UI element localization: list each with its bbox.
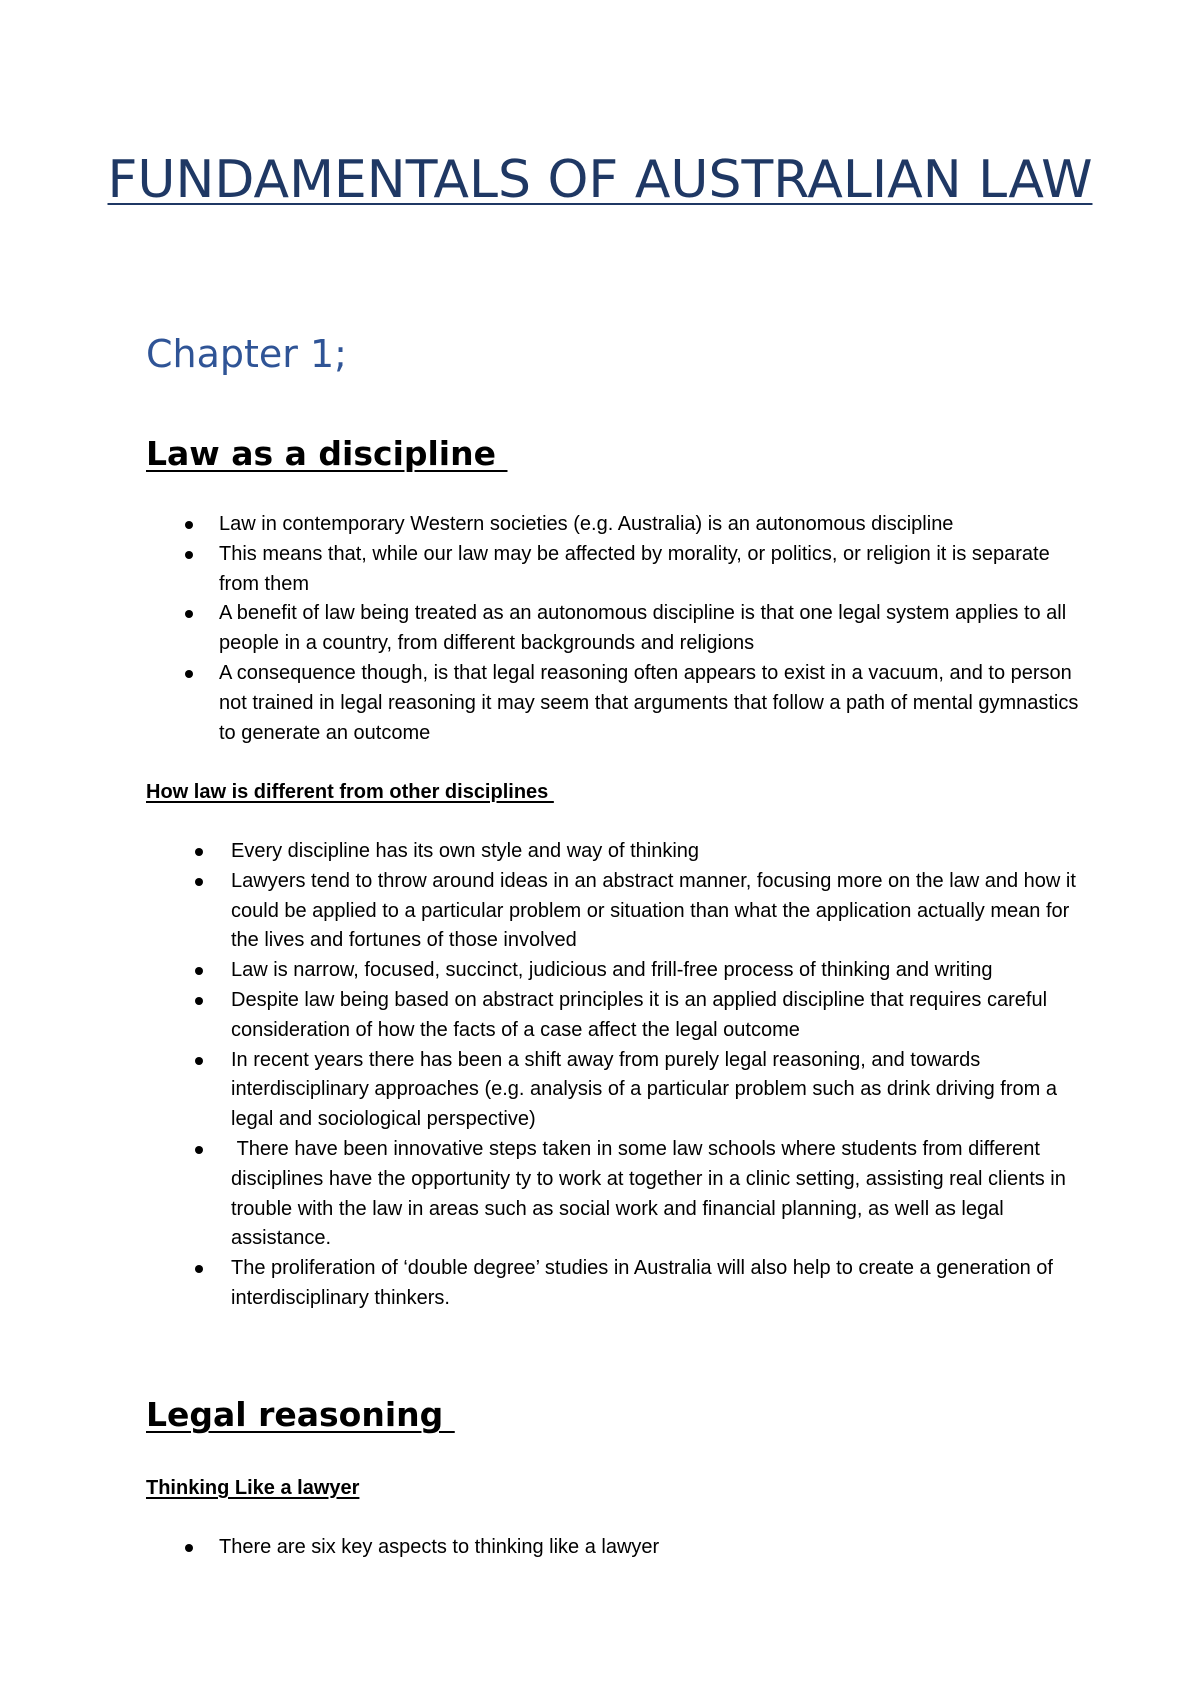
law-as-discipline-list xyxy=(219,510,1079,748)
list-item: Despite law being based on abstract principles it is an applied discipline that requires careful consideration of how the facts of a case affect the legal outcome xyxy=(231,986,1081,1046)
how-law-is-different-list xyxy=(231,837,1081,1314)
bullet-icon xyxy=(195,837,205,867)
bullet-icon xyxy=(185,659,195,689)
list-item: In recent years there has been a shift away from purely legal reasoning, and towards interdisciplinary approaches (e.g. analysis of a particular problem such as drink driving from a legal and sociological perspective) xyxy=(231,1046,1081,1135)
bullet-icon xyxy=(185,599,195,629)
thinking-like-a-lawyer-list xyxy=(219,1533,1079,1563)
bullet-icon xyxy=(195,1135,205,1165)
subheading-thinking-like-a-lawyer: Thinking Like a lawyer xyxy=(146,1477,360,1499)
list-item: Lawyers tend to throw around ideas in an abstract manner, focusing more on the law and how it could be applied to a particular problem or situation than what the application actually mean for the lives and fortunes of those involved xyxy=(231,867,1081,956)
list-item: The proliferation of ‘double degree’ studies in Australia will also help to create a generation of interdisciplinary thinkers. xyxy=(231,1254,1081,1314)
list-item: This means that, while our law may be affected by morality, or politics, or religion it is separate from them xyxy=(219,540,1079,600)
bullet-icon xyxy=(195,1254,205,1284)
bullet-icon xyxy=(195,956,205,986)
list-item: A consequence though, is that legal reasoning often appears to exist in a vacuum, and to person not trained in legal reasoning it may seem that arguments that follow a path of mental gymnastics to generate an outcome xyxy=(219,659,1079,748)
bullet-icon xyxy=(185,540,195,570)
list-item: Every discipline has its own style and way of thinking xyxy=(231,837,1081,867)
document-title: FUNDAMENTALS OF AUSTRALIAN LAW xyxy=(107,150,1093,210)
bullet-icon xyxy=(195,986,205,1016)
list-item: A benefit of law being treated as an autonomous discipline is that one legal system applies to all people in a country, from different backgrounds and religions xyxy=(219,599,1079,659)
bullet-icon xyxy=(195,867,205,897)
subheading-how-law-is-different: How law is different from other disciplines xyxy=(146,781,554,803)
list-item: Law in contemporary Western societies (e.g. Australia) is an autonomous discipline xyxy=(219,510,1079,540)
list-item: There are six key aspects to thinking like a lawyer xyxy=(219,1533,1079,1563)
list-item: There have been innovative steps taken in some law schools where students from different disciplines have the opportunity ty to work at together in a clinic setting, assisting real clients in trouble with the law in areas such as social work and financial planning, as well as legal assistance. xyxy=(231,1135,1081,1254)
chapter-heading: Chapter 1; xyxy=(146,332,347,376)
bullet-icon xyxy=(185,1533,195,1563)
section-heading-legal-reasoning: Legal reasoning xyxy=(146,1395,455,1434)
list-item: Law is narrow, focused, succinct, judicious and frill-free process of thinking and writing xyxy=(231,956,1081,986)
bullet-icon xyxy=(185,510,195,540)
bullet-icon xyxy=(195,1046,205,1076)
section-heading-law-as-a-discipline: Law as a discipline xyxy=(146,434,508,473)
